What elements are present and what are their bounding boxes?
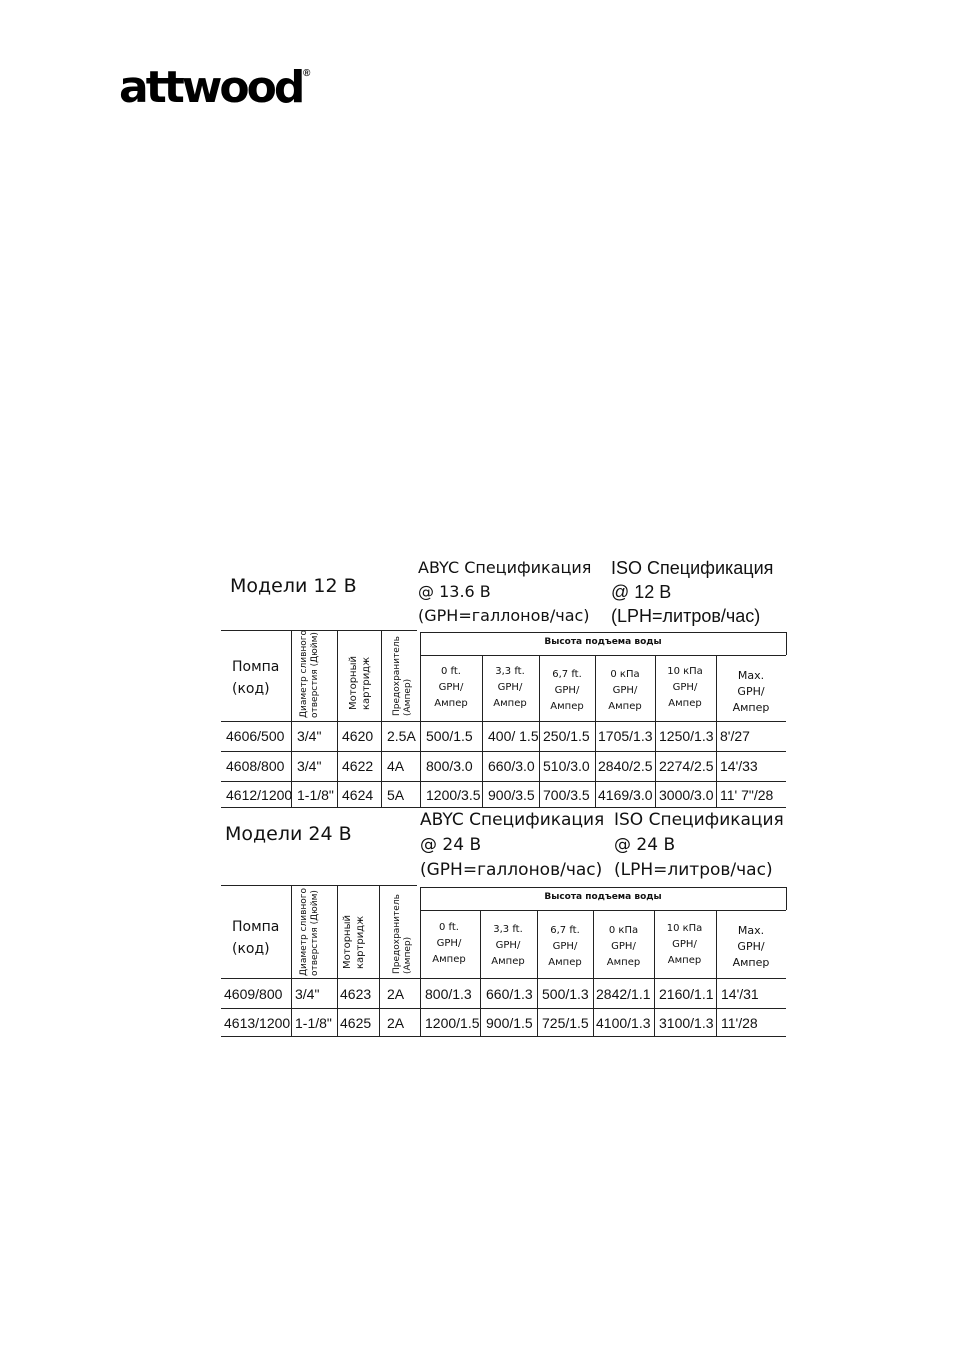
water-lift-band: Высота подъема воды <box>544 637 662 647</box>
fuse: 2.5A <box>387 728 416 744</box>
header-3-3ft <box>484 664 536 712</box>
header-0ft <box>423 920 475 968</box>
header-10kpa-line-1: 10 кПа <box>667 666 703 677</box>
motor-cartridge: 4624 <box>342 787 374 803</box>
diameter: 3/4" <box>297 728 322 744</box>
pump-header-line-2: (код) <box>232 941 270 957</box>
motor-cartridge: 4622 <box>342 758 374 774</box>
header-0ft-line-2: GPH/ <box>438 682 464 693</box>
motor-header <box>347 656 373 710</box>
gph-6-7ft: 510/3.0 <box>543 758 590 774</box>
water-lift-band: Высота подъема воды <box>544 892 662 902</box>
motor-cartridge: 4620 <box>342 728 374 744</box>
pump-code: 4612/1200 <box>226 787 293 803</box>
lph-0kpa: 4169/3.0 <box>598 787 653 803</box>
section-title-12v: Модели 12 В <box>230 575 357 597</box>
gph-0ft: 800/3.0 <box>426 758 473 774</box>
header-0kpa-line-1: 0 кПа <box>610 669 640 680</box>
header-6-7ft-line-1: 6,7 ft. <box>550 925 580 936</box>
abyc-line-3: (GPH=галлонов/час) <box>420 860 603 880</box>
header-6-7ft-line-3: Ампер <box>548 957 582 968</box>
fuse: 2A <box>387 986 405 1002</box>
max-lift: 11' 7"/28 <box>720 787 774 803</box>
lph-0kpa: 2840/2.5 <box>598 758 653 774</box>
pump-code: 4613/1200 <box>224 1015 291 1031</box>
lph-10kpa: 2274/2.5 <box>659 758 714 774</box>
registered-mark: ® <box>303 68 311 79</box>
iso-spec-24v <box>614 808 784 883</box>
section-title-24v: Модели 24 В <box>225 823 352 845</box>
gph-3-3ft: 660/1.3 <box>486 986 533 1002</box>
gph-3-3ft: 400/ 1.5 <box>488 728 539 744</box>
lph-0kpa: 1705/1.3 <box>598 728 653 744</box>
header-6-7ft-line-2: GPH/ <box>554 685 580 696</box>
gph-3-3ft: 900/3.5 <box>488 787 535 803</box>
pump-header-line-1: Помпа <box>232 919 280 935</box>
header-max-line-1: Max. <box>737 669 765 682</box>
fuse: 5A <box>387 787 405 803</box>
gph-6-7ft: 700/3.5 <box>543 787 590 803</box>
max-lift: 8'/27 <box>720 728 750 744</box>
table-24v <box>221 885 786 1037</box>
diameter-header <box>299 630 321 718</box>
fuse-header <box>392 636 414 716</box>
pump-header <box>232 656 279 700</box>
motor-header-line-1: Моторный <box>342 915 353 969</box>
header-max <box>718 923 784 971</box>
pump-code: 4609/800 <box>224 986 283 1002</box>
fuse-header <box>392 894 414 974</box>
fuse-header-line-2: (Ампер) <box>403 936 413 974</box>
pump-code: 4608/800 <box>226 758 285 774</box>
gph-3-3ft: 660/3.0 <box>488 758 535 774</box>
header-max-line-2: GPH/ <box>737 685 765 698</box>
iso-line-2: @ 12 В <box>611 582 672 602</box>
diameter-header-line-1: Диаметр сливного <box>299 887 309 976</box>
fuse-header-line-1: Предохранитель <box>392 894 402 974</box>
diameter: 1-1/8" <box>297 787 334 803</box>
header-6-7ft-line-2: GPH/ <box>552 941 578 952</box>
pump-header-line-1: Помпа <box>232 659 280 675</box>
gph-6-7ft: 250/1.5 <box>543 728 590 744</box>
iso-spec-12v <box>611 556 773 628</box>
iso-line-3: (LPH=литров/час) <box>614 860 773 880</box>
fuse-header-line-2: (Ампер) <box>403 678 413 716</box>
motor-header-line-2: картридж <box>361 656 372 710</box>
pump-header <box>232 916 279 960</box>
max-lift: 14'/31 <box>721 986 759 1002</box>
header-0kpa-line-2: GPH/ <box>611 941 636 952</box>
header-0ft-line-3: Ампер <box>434 698 468 709</box>
header-3-3ft <box>482 922 534 970</box>
header-0kpa-line-3: Ампер <box>608 701 642 712</box>
header-max-line-3: Ампер <box>732 701 770 714</box>
header-max <box>718 668 784 716</box>
diameter: 1-1/8" <box>295 1015 332 1031</box>
diameter: 3/4" <box>297 758 322 774</box>
diameter-header <box>299 888 321 976</box>
header-6-7ft-line-3: Ампер <box>550 701 584 712</box>
diameter: 3/4" <box>295 986 320 1002</box>
diameter-header-line-1: Диаметр сливного <box>299 629 309 718</box>
iso-line-1: ISO Спецификация <box>614 810 784 830</box>
motor-header-line-2: картридж <box>355 915 366 969</box>
header-max-line-3: Ампер <box>732 956 770 969</box>
header-max-line-1: Max. <box>737 924 765 937</box>
gph-0ft: 1200/3.5 <box>426 787 481 803</box>
header-3-3ft-line-3: Ампер <box>493 698 527 709</box>
header-10kpa-line-3: Ампер <box>667 955 702 966</box>
header-10kpa <box>657 664 713 712</box>
header-10kpa <box>656 921 713 969</box>
max-lift: 11'/28 <box>721 1015 758 1031</box>
lph-0kpa: 4100/1.3 <box>596 1015 651 1031</box>
logo-wordmark: attwood <box>119 62 303 113</box>
motor-header-line-1: Моторный <box>348 656 359 710</box>
header-0kpa <box>598 667 652 715</box>
lph-10kpa: 3100/1.3 <box>659 1015 714 1031</box>
gph-6-7ft: 500/1.3 <box>542 986 589 1002</box>
iso-line-3: (LPH=литров/час) <box>611 606 761 626</box>
motor-cartridge: 4623 <box>340 986 372 1002</box>
header-10kpa-line-1: 10 кПа <box>666 923 703 934</box>
pump-header-line-2: (код) <box>232 681 270 697</box>
header-10kpa-line-3: Ампер <box>668 698 702 709</box>
lph-0kpa: 2842/1.1 <box>596 986 651 1002</box>
diameter-header-line-2: отверстия (Дюйм) <box>310 632 320 718</box>
header-0ft-line-1: 0 ft. <box>439 922 459 933</box>
gph-3-3ft: 900/1.5 <box>486 1015 533 1031</box>
header-6-7ft-line-1: 6,7 ft. <box>552 669 582 680</box>
gph-0ft: 800/1.3 <box>425 986 472 1002</box>
pump-code: 4606/500 <box>226 728 285 744</box>
gph-6-7ft: 725/1.5 <box>542 1015 589 1031</box>
abyc-line-2: @ 24 В <box>420 835 482 855</box>
header-0ft-line-3: Ампер <box>432 954 466 965</box>
max-lift: 14'/33 <box>720 758 758 774</box>
header-0ft-line-2: GPH/ <box>436 938 462 949</box>
header-max-line-2: GPH/ <box>737 940 765 953</box>
motor-cartridge: 4625 <box>340 1015 372 1031</box>
abyc-line-1: ABYC Спецификация <box>418 558 592 577</box>
header-0kpa-line-1: 0 кПа <box>608 925 639 936</box>
iso-line-1: ISO Спецификация <box>611 558 774 578</box>
lph-10kpa: 2160/1.1 <box>659 986 714 1002</box>
attwood-logo <box>119 62 311 113</box>
gph-0ft: 500/1.5 <box>426 728 473 744</box>
abyc-line-2: @ 13.6 В <box>418 582 491 601</box>
motor-header <box>341 915 367 969</box>
header-3-3ft-line-1: 3,3 ft. <box>493 924 523 935</box>
fuse: 4A <box>387 758 405 774</box>
header-6-7ft <box>539 923 591 971</box>
fuse-header-line-1: Предохранитель <box>392 636 402 716</box>
header-0ft <box>425 664 477 712</box>
header-10kpa-line-2: GPH/ <box>672 939 697 950</box>
lph-10kpa: 1250/1.3 <box>659 728 714 744</box>
header-0kpa-line-3: Ампер <box>606 957 641 968</box>
header-3-3ft-line-2: GPH/ <box>497 682 523 693</box>
header-10kpa-line-2: GPH/ <box>672 682 698 693</box>
fuse: 2A <box>387 1015 405 1031</box>
header-3-3ft-line-1: 3,3 ft. <box>495 666 525 677</box>
abyc-line-1: ABYC Спецификация <box>420 810 605 830</box>
header-6-7ft <box>541 667 593 715</box>
header-0kpa <box>596 923 651 971</box>
abyc-line-3: (GPH=галлонов/час) <box>418 606 590 625</box>
diameter-header-line-2: отверстия (Дюйм) <box>310 890 320 976</box>
abyc-spec-12v <box>418 556 591 628</box>
abyc-spec-24v <box>420 808 604 883</box>
iso-line-2: @ 24 В <box>614 835 676 855</box>
header-0ft-line-1: 0 ft. <box>441 666 461 677</box>
gph-0ft: 1200/1.5 <box>425 1015 480 1031</box>
header-3-3ft-line-3: Ампер <box>491 956 525 967</box>
table-12v <box>221 630 786 807</box>
header-0kpa-line-2: GPH/ <box>612 685 638 696</box>
header-3-3ft-line-2: GPH/ <box>495 940 521 951</box>
lph-10kpa: 3000/3.0 <box>659 787 714 803</box>
